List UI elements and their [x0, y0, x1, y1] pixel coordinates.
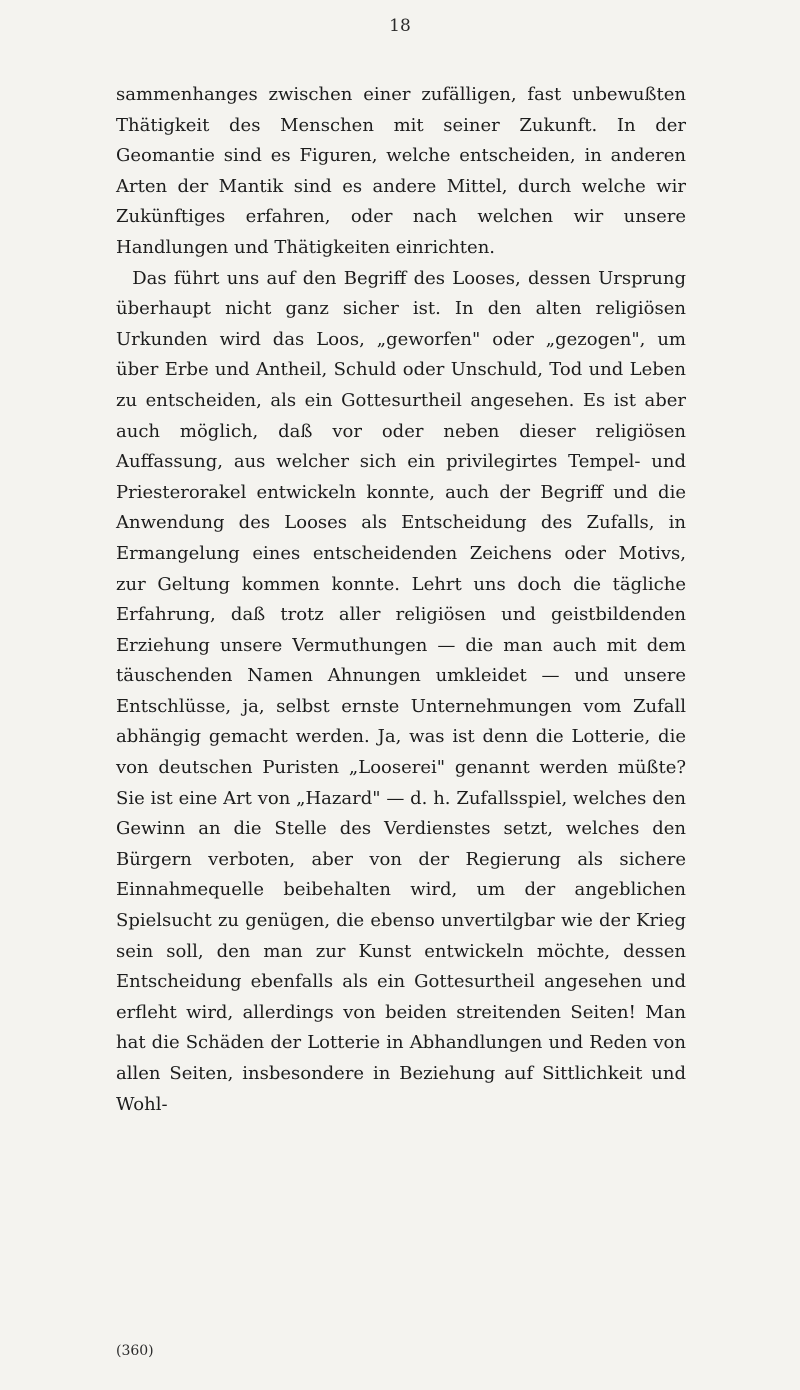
page-number: 18 [389, 16, 411, 36]
paragraph-1: sammenhanges zwischen einer zufälligen, fast unbewußten Thätigkeit des Menschen mit seiner Zukunft. In der Geomantie sind es Figuren, welche entscheiden, in anderen Arten der Mantik sind es andere Mittel, durch welche wir Zukünftiges erfahren, oder nach welchen wir unsere Handlungen und Thätigkeiten einrichten. [116, 84, 686, 258]
paragraph-2: Das führt uns auf den Begriff des Looses, dessen Ursprung überhaupt nicht ganz sicher ist. In den alten religiösen Urkunden wird das Loos, „geworfen" oder „gezogen", um über Erbe und Antheil, Schuld oder Unschuld, Tod und Leben zu entscheiden, als ein Gottesurtheil angesehen. Es ist aber auch möglich, daß vor oder neben dieser religiösen Auffassung, aus welcher sich ein privilegirtes Tempel- und Priesterorakel entwickeln konnte, auch der Begriff und die Anwendung des Looses als Entscheidung des Zufalls, in Ermangelung eines entscheidenden Zeichens oder Motivs, zur Geltung kommen konnte. Lehrt uns doch die tägliche Erfahrung, daß trotz aller religiösen und geistbildenden Erziehung unsere Vermuthungen — die man auch mit dem täuschenden Namen Ahnungen umkleidet — und unsere Entschlüsse, ja, selbst ernste Unternehmungen vom Zufall abhängig gemacht werden. Ja, was ist denn die Lotterie, die von deutschen Puristen „Looserei" genannt werden müßte? Sie ist eine Art von „Hazard" — d. h. Zufallsspiel, welches den Gewinn an die Stelle des Verdienstes setzt, welches den Bürgern verboten, aber von der Regierung als sichere Einnahmequelle beibehalten wird, um der angeblichen Spielsucht zu genügen, die ebenso unvertilgbar wie der Krieg sein soll, den man zur Kunst entwickeln möchte, dessen Entscheidung ebenfalls als ein Gottesurtheil angesehen und erfleht wird, allerdings von beiden streitenden Seiten! Man hat die Schäden der Lotterie in Abhandlungen und Reden von allen Seiten, insbesondere in Beziehung auf Sittlichkeit und Wohl- [116, 267, 686, 1115]
body-text [116, 80, 686, 1120]
footer-mark: (360) [116, 1343, 154, 1359]
